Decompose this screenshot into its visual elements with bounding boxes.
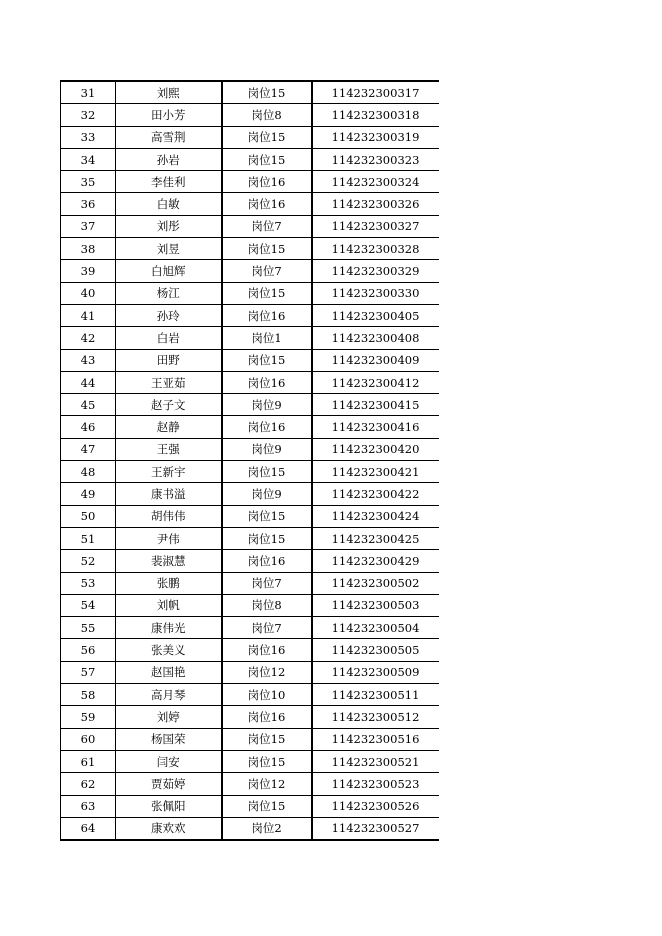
position-cell: 岗位16	[222, 371, 312, 393]
row-number-cell: 42	[61, 327, 116, 349]
table-row	[61, 438, 439, 460]
row-number-cell: 32	[61, 104, 116, 126]
position-cell: 岗位9	[222, 394, 312, 416]
table-row	[61, 304, 439, 326]
candidate-name-cell: 王亚茹	[116, 371, 222, 393]
candidate-name-cell: 孙岩	[116, 148, 222, 170]
position-cell: 岗位15	[222, 728, 312, 750]
candidate-name-cell: 张美义	[116, 639, 222, 661]
ticket-number-cell: 114232300421	[312, 461, 439, 483]
position-cell: 岗位16	[222, 639, 312, 661]
ticket-number-cell: 114232300330	[312, 282, 439, 304]
row-number-cell: 48	[61, 461, 116, 483]
candidate-name-cell: 李佳利	[116, 171, 222, 193]
row-number-cell: 34	[61, 148, 116, 170]
position-cell: 岗位2	[222, 817, 312, 840]
ticket-number-cell: 114232300317	[312, 81, 439, 104]
table-row	[61, 126, 439, 148]
position-cell: 岗位15	[222, 527, 312, 549]
table-row	[61, 684, 439, 706]
ticket-number-cell: 114232300424	[312, 505, 439, 527]
table-row	[61, 238, 439, 260]
position-cell: 岗位8	[222, 594, 312, 616]
table-row	[61, 193, 439, 215]
row-number-cell: 39	[61, 260, 116, 282]
row-number-cell: 55	[61, 617, 116, 639]
table-row	[61, 171, 439, 193]
position-cell: 岗位15	[222, 349, 312, 371]
table-row	[61, 639, 439, 661]
row-number-cell: 45	[61, 394, 116, 416]
ticket-number-cell: 114232300521	[312, 750, 439, 772]
table-row	[61, 349, 439, 371]
candidate-name-cell: 刘帆	[116, 594, 222, 616]
candidate-name-cell: 白敏	[116, 193, 222, 215]
row-number-cell: 61	[61, 750, 116, 772]
ticket-number-cell: 114232300408	[312, 327, 439, 349]
table-row	[61, 617, 439, 639]
row-number-cell: 57	[61, 661, 116, 683]
position-cell: 岗位15	[222, 126, 312, 148]
table-row	[61, 148, 439, 170]
position-cell: 岗位7	[222, 572, 312, 594]
candidate-name-cell: 刘彤	[116, 215, 222, 237]
position-cell: 岗位12	[222, 773, 312, 795]
ticket-number-cell: 114232300429	[312, 550, 439, 572]
ticket-number-cell: 114232300502	[312, 572, 439, 594]
position-cell: 岗位15	[222, 505, 312, 527]
position-cell: 岗位15	[222, 795, 312, 817]
row-number-cell: 49	[61, 483, 116, 505]
candidate-name-cell: 赵国艳	[116, 661, 222, 683]
candidate-name-cell: 高雪荆	[116, 126, 222, 148]
ticket-number-cell: 114232300326	[312, 193, 439, 215]
row-number-cell: 62	[61, 773, 116, 795]
row-number-cell: 46	[61, 416, 116, 438]
candidate-name-cell: 贾茹婷	[116, 773, 222, 795]
ticket-number-cell: 114232300527	[312, 817, 439, 840]
table-row	[61, 104, 439, 126]
table-row	[61, 505, 439, 527]
position-cell: 岗位8	[222, 104, 312, 126]
ticket-number-cell: 114232300328	[312, 238, 439, 260]
position-cell: 岗位15	[222, 461, 312, 483]
table-row	[61, 260, 439, 282]
position-cell: 岗位9	[222, 483, 312, 505]
table-row	[61, 371, 439, 393]
row-number-cell: 40	[61, 282, 116, 304]
table-row	[61, 282, 439, 304]
position-cell: 岗位7	[222, 215, 312, 237]
table-row	[61, 527, 439, 549]
candidate-name-cell: 刘昱	[116, 238, 222, 260]
candidate-name-cell: 赵静	[116, 416, 222, 438]
table-row	[61, 817, 439, 840]
table-row	[61, 215, 439, 237]
row-number-cell: 50	[61, 505, 116, 527]
row-number-cell: 35	[61, 171, 116, 193]
position-cell: 岗位9	[222, 438, 312, 460]
candidate-name-cell: 高月琴	[116, 684, 222, 706]
position-cell: 岗位1	[222, 327, 312, 349]
position-cell: 岗位12	[222, 661, 312, 683]
ticket-number-cell: 114232300503	[312, 594, 439, 616]
candidate-name-cell: 张佩阳	[116, 795, 222, 817]
row-number-cell: 52	[61, 550, 116, 572]
ticket-number-cell: 114232300324	[312, 171, 439, 193]
row-number-cell: 64	[61, 817, 116, 840]
roster-table-body	[61, 81, 439, 840]
position-cell: 岗位7	[222, 617, 312, 639]
position-cell: 岗位16	[222, 550, 312, 572]
ticket-number-cell: 114232300420	[312, 438, 439, 460]
ticket-number-cell: 114232300516	[312, 728, 439, 750]
table-row	[61, 706, 439, 728]
candidate-name-cell: 康欢欢	[116, 817, 222, 840]
ticket-number-cell: 114232300505	[312, 639, 439, 661]
ticket-number-cell: 114232300512	[312, 706, 439, 728]
ticket-number-cell: 114232300319	[312, 126, 439, 148]
row-number-cell: 60	[61, 728, 116, 750]
ticket-number-cell: 114232300412	[312, 371, 439, 393]
candidate-name-cell: 张鹏	[116, 572, 222, 594]
ticket-number-cell: 114232300422	[312, 483, 439, 505]
ticket-number-cell: 114232300327	[312, 215, 439, 237]
table-row	[61, 416, 439, 438]
table-row	[61, 327, 439, 349]
row-number-cell: 37	[61, 215, 116, 237]
row-number-cell: 51	[61, 527, 116, 549]
candidate-name-cell: 刘熙	[116, 81, 222, 104]
ticket-number-cell: 114232300509	[312, 661, 439, 683]
table-row	[61, 661, 439, 683]
position-cell: 岗位16	[222, 416, 312, 438]
position-cell: 岗位16	[222, 304, 312, 326]
table-row	[61, 483, 439, 505]
ticket-number-cell: 114232300526	[312, 795, 439, 817]
candidate-name-cell: 闫安	[116, 750, 222, 772]
ticket-number-cell: 114232300425	[312, 527, 439, 549]
row-number-cell: 33	[61, 126, 116, 148]
position-cell: 岗位15	[222, 148, 312, 170]
ticket-number-cell: 114232300323	[312, 148, 439, 170]
row-number-cell: 38	[61, 238, 116, 260]
candidate-name-cell: 尹伟	[116, 527, 222, 549]
ticket-number-cell: 114232300415	[312, 394, 439, 416]
table-row	[61, 750, 439, 772]
position-cell: 岗位15	[222, 282, 312, 304]
ticket-number-cell: 114232300416	[312, 416, 439, 438]
position-cell: 岗位16	[222, 193, 312, 215]
ticket-number-cell: 114232300318	[312, 104, 439, 126]
row-number-cell: 36	[61, 193, 116, 215]
table-row	[61, 572, 439, 594]
row-number-cell: 41	[61, 304, 116, 326]
candidate-name-cell: 杨国荣	[116, 728, 222, 750]
position-cell: 岗位7	[222, 260, 312, 282]
position-cell: 岗位16	[222, 171, 312, 193]
ticket-number-cell: 114232300511	[312, 684, 439, 706]
position-cell: 岗位15	[222, 750, 312, 772]
candidate-name-cell: 胡伟伟	[116, 505, 222, 527]
row-number-cell: 58	[61, 684, 116, 706]
candidate-name-cell: 杨江	[116, 282, 222, 304]
row-number-cell: 44	[61, 371, 116, 393]
candidate-name-cell: 孙玲	[116, 304, 222, 326]
roster-table	[60, 80, 439, 841]
row-number-cell: 59	[61, 706, 116, 728]
candidate-name-cell: 田小芳	[116, 104, 222, 126]
candidate-name-cell: 白旭辉	[116, 260, 222, 282]
row-number-cell: 63	[61, 795, 116, 817]
table-row	[61, 81, 439, 104]
row-number-cell: 43	[61, 349, 116, 371]
candidate-name-cell: 田野	[116, 349, 222, 371]
position-cell: 岗位10	[222, 684, 312, 706]
position-cell: 岗位16	[222, 706, 312, 728]
candidate-name-cell: 康伟光	[116, 617, 222, 639]
table-row	[61, 773, 439, 795]
candidate-name-cell: 刘婷	[116, 706, 222, 728]
position-cell: 岗位15	[222, 81, 312, 104]
table-row	[61, 550, 439, 572]
ticket-number-cell: 114232300504	[312, 617, 439, 639]
candidate-name-cell: 王强	[116, 438, 222, 460]
position-cell: 岗位15	[222, 238, 312, 260]
ticket-number-cell: 114232300409	[312, 349, 439, 371]
candidate-name-cell: 赵子文	[116, 394, 222, 416]
table-row	[61, 461, 439, 483]
ticket-number-cell: 114232300329	[312, 260, 439, 282]
candidate-name-cell: 白岩	[116, 327, 222, 349]
row-number-cell: 47	[61, 438, 116, 460]
row-number-cell: 53	[61, 572, 116, 594]
table-row	[61, 394, 439, 416]
table-row	[61, 728, 439, 750]
ticket-number-cell: 114232300405	[312, 304, 439, 326]
table-row	[61, 594, 439, 616]
table-row	[61, 795, 439, 817]
row-number-cell: 56	[61, 639, 116, 661]
row-number-cell: 54	[61, 594, 116, 616]
candidate-name-cell: 裴淑慧	[116, 550, 222, 572]
row-number-cell: 31	[61, 81, 116, 104]
candidate-name-cell: 王新宇	[116, 461, 222, 483]
candidate-name-cell: 康书溢	[116, 483, 222, 505]
ticket-number-cell: 114232300523	[312, 773, 439, 795]
